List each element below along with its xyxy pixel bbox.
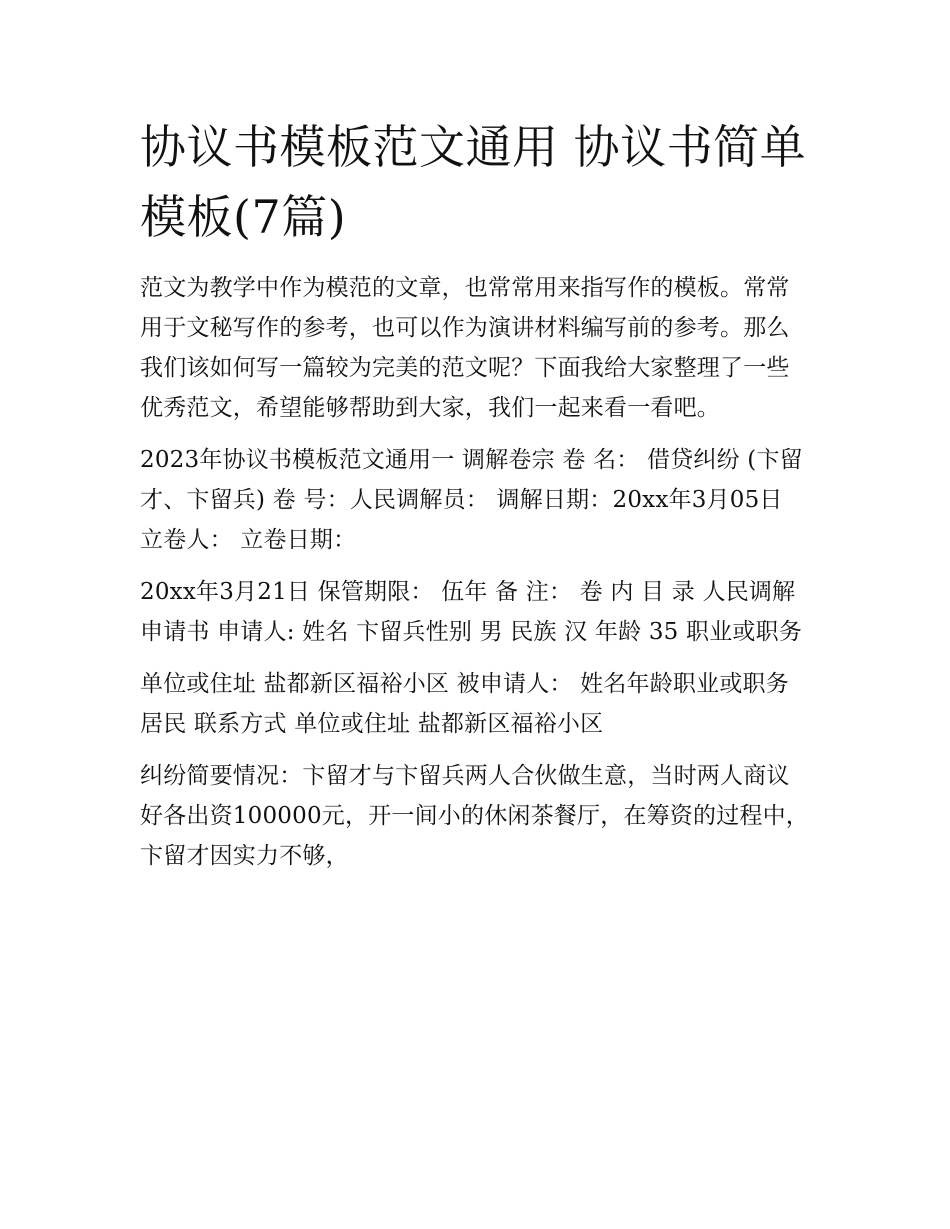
- intro-paragraph: 范文为教学中作为模范的文章，也常常用来指写作的模板。常常用于文秘写作的参考，也可以作为演讲材料编写前的参考。那么我们该如何写一篇较为完美的范文呢？下面我给大家整理了一些优秀范文，希望能够帮助到大家，我们一起来看一看吧。: [140, 275, 790, 421]
- respondent-paragraph: 单位或住址 盐都新区福裕小区 被申请人： 姓名年龄职业或职务居民 联系方式 单位或住址 盐都新区福裕小区: [140, 671, 789, 737]
- document-title: 协议书模板范文通用 协议书简单模板(7篇): [140, 120, 807, 244]
- document-body: [140, 112, 812, 876]
- dispute-summary-paragraph: 纠纷简要情况：卞留才与卞留兵两人合伙做生意，当时两人商议好各出资100000元，开一间小的休闲茶餐厅，在筹资的过程中，卞留才因实力不够，: [140, 763, 809, 869]
- applicant-paragraph: 20xx年3月21日 保管期限： 伍年 备 注： 卷 内 目 录 人民调解申请书 申请人: 姓名 卞留兵性别 男 民族 汉 年龄 35 职业或职务: [140, 579, 803, 645]
- case-file-paragraph: 2023年协议书模板范文通用一 调解卷宗 卷 名： 借贷纠纷 (卞留才、卞留兵) 卷 号：人民调解员： 调解日期：20xx年3月05日 立卷人： 立卷日期：: [140, 447, 803, 553]
